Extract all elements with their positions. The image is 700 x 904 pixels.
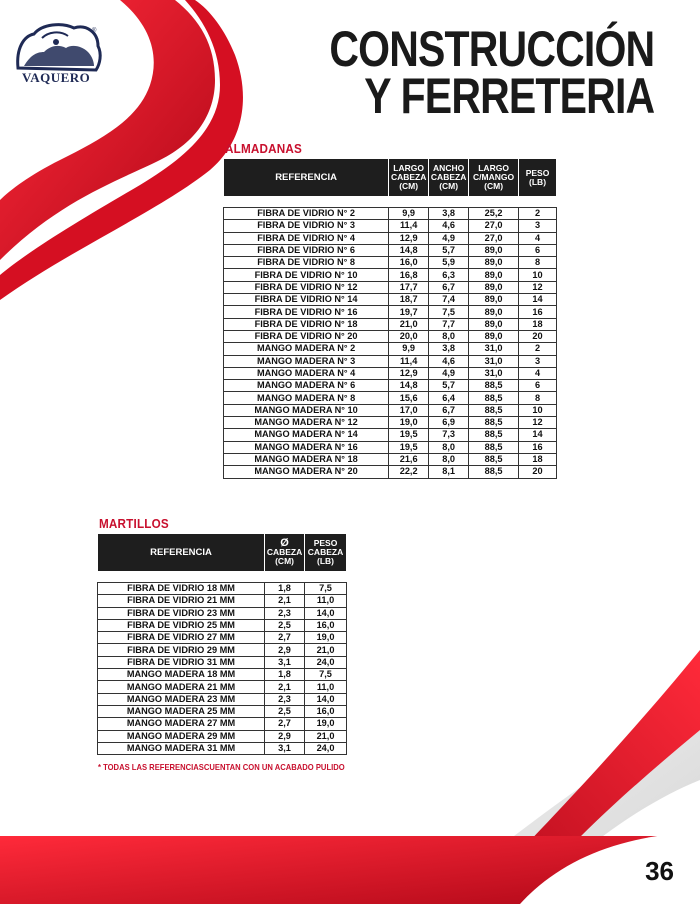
- header-referencia: REFERENCIA: [224, 159, 389, 197]
- referencia-cell: FIBRA DE VIDRIO 31 MM: [98, 656, 265, 668]
- referencia-cell: MANGO MADERA 29 MM: [98, 730, 265, 742]
- referencia-cell: MANGO MADERA 21 MM: [98, 681, 265, 693]
- value-cell: 89,0: [469, 281, 519, 293]
- value-cell: 3,1: [265, 742, 305, 754]
- table-row: [98, 607, 347, 619]
- value-cell: 2: [519, 208, 557, 220]
- value-cell: 88,5: [469, 380, 519, 392]
- value-cell: 5,7: [429, 244, 469, 256]
- header-peso-cabeza: PESO CABEZA (LB): [305, 534, 347, 572]
- value-cell: 12,9: [389, 232, 429, 244]
- value-cell: 18: [519, 453, 557, 465]
- table-row: [98, 583, 347, 595]
- referencia-cell: FIBRA DE VIDRIO N° 8: [224, 257, 389, 269]
- table-row: [224, 294, 557, 306]
- table-row: [224, 343, 557, 355]
- value-cell: 18: [519, 318, 557, 330]
- value-cell: 2,9: [265, 730, 305, 742]
- martillos-title: MARTILLOS: [99, 516, 169, 531]
- table-row: [224, 244, 557, 256]
- value-cell: 7,4: [429, 294, 469, 306]
- value-cell: 4: [519, 367, 557, 379]
- value-cell: 3,8: [429, 343, 469, 355]
- value-cell: 18,7: [389, 294, 429, 306]
- referencia-cell: FIBRA DE VIDRIO N° 18: [224, 318, 389, 330]
- almadanas-title: ALMADANAS: [225, 141, 303, 156]
- table-row: [98, 619, 347, 631]
- value-cell: 16,0: [305, 619, 347, 631]
- value-cell: 27,0: [469, 232, 519, 244]
- value-cell: 7,7: [429, 318, 469, 330]
- value-cell: 19,0: [305, 632, 347, 644]
- referencia-cell: FIBRA DE VIDRIO N° 10: [224, 269, 389, 281]
- diameter-icon: Ø: [280, 537, 289, 549]
- value-cell: 6: [519, 380, 557, 392]
- almadanas-header-row: [224, 159, 557, 197]
- value-cell: 16,0: [305, 705, 347, 717]
- table-row: [98, 705, 347, 717]
- header-referencia: REFERENCIA: [98, 534, 265, 572]
- table-row: [224, 417, 557, 429]
- table-row: [224, 392, 557, 404]
- referencia-cell: MANGO MADERA 18 MM: [98, 669, 265, 681]
- value-cell: 89,0: [469, 306, 519, 318]
- referencia-cell: FIBRA DE VIDRIO N° 3: [224, 220, 389, 232]
- value-cell: 8: [519, 257, 557, 269]
- value-cell: 88,5: [469, 392, 519, 404]
- value-cell: 88,5: [469, 404, 519, 416]
- value-cell: 8,0: [429, 330, 469, 342]
- table-row: [224, 208, 557, 220]
- value-cell: 17,0: [389, 404, 429, 416]
- table-row: [98, 693, 347, 705]
- table-row: [224, 355, 557, 367]
- value-cell: 15,6: [389, 392, 429, 404]
- table-row: [98, 656, 347, 668]
- value-cell: 19,5: [389, 441, 429, 453]
- value-cell: 2,5: [265, 619, 305, 631]
- value-cell: 19,7: [389, 306, 429, 318]
- table-row: [224, 318, 557, 330]
- value-cell: 16,0: [389, 257, 429, 269]
- table-row: [224, 257, 557, 269]
- value-cell: 88,5: [469, 453, 519, 465]
- value-cell: 89,0: [469, 294, 519, 306]
- value-cell: 89,0: [469, 269, 519, 281]
- value-cell: 9,9: [389, 343, 429, 355]
- value-cell: 19,0: [389, 417, 429, 429]
- referencia-cell: MANGO MADERA N° 18: [224, 453, 389, 465]
- table-row: [224, 281, 557, 293]
- value-cell: 21,0: [389, 318, 429, 330]
- table-row: [224, 404, 557, 416]
- header-peso: PESO (LB): [519, 159, 557, 197]
- value-cell: 10: [519, 269, 557, 281]
- value-cell: 89,0: [469, 318, 519, 330]
- value-cell: 6,7: [429, 281, 469, 293]
- value-cell: 24,0: [305, 656, 347, 668]
- value-cell: 88,5: [469, 417, 519, 429]
- value-cell: 6: [519, 244, 557, 256]
- value-cell: 11,0: [305, 595, 347, 607]
- referencia-cell: FIBRA DE VIDRIO 18 MM: [98, 583, 265, 595]
- table-row: [224, 330, 557, 342]
- value-cell: 3,1: [265, 656, 305, 668]
- header-largo-mango: LARGO C/MANGO (CM): [469, 159, 519, 197]
- value-cell: 24,0: [305, 742, 347, 754]
- table-row: [224, 441, 557, 453]
- value-cell: 14,8: [389, 244, 429, 256]
- value-cell: 11,0: [305, 681, 347, 693]
- value-cell: 16: [519, 306, 557, 318]
- referencia-cell: MANGO MADERA N° 14: [224, 429, 389, 441]
- martillos-table: [97, 533, 347, 755]
- value-cell: 20: [519, 330, 557, 342]
- table-row: [98, 632, 347, 644]
- page-number: 36: [645, 856, 674, 886]
- value-cell: 5,9: [429, 257, 469, 269]
- page-title: [258, 21, 654, 124]
- table-row: [224, 232, 557, 244]
- value-cell: 89,0: [469, 330, 519, 342]
- value-cell: 6,9: [429, 417, 469, 429]
- value-cell: 8,1: [429, 466, 469, 478]
- value-cell: 4,6: [429, 355, 469, 367]
- referencia-cell: FIBRA DE VIDRIO 29 MM: [98, 644, 265, 656]
- value-cell: 4,9: [429, 367, 469, 379]
- value-cell: 22,2: [389, 466, 429, 478]
- table-row: [224, 453, 557, 465]
- value-cell: 3,8: [429, 208, 469, 220]
- value-cell: 31,0: [469, 355, 519, 367]
- referencia-cell: MANGO MADERA 23 MM: [98, 693, 265, 705]
- value-cell: 88,5: [469, 429, 519, 441]
- value-cell: 8: [519, 392, 557, 404]
- title-line-1: CONSTRUCCIÓN: [329, 21, 654, 77]
- referencia-cell: FIBRA DE VIDRIO N° 6: [224, 244, 389, 256]
- referencia-cell: MANGO MADERA N° 3: [224, 355, 389, 367]
- value-cell: 7,5: [429, 306, 469, 318]
- referencia-cell: FIBRA DE VIDRIO N° 12: [224, 281, 389, 293]
- header-ancho-cabeza: ANCHO CABEZA (CM): [429, 159, 469, 197]
- referencia-cell: MANGO MADERA 31 MM: [98, 742, 265, 754]
- table-row: [224, 269, 557, 281]
- table-row: [224, 220, 557, 232]
- table-row: [98, 669, 347, 681]
- value-cell: 12: [519, 281, 557, 293]
- referencia-cell: FIBRA DE VIDRIO N° 16: [224, 306, 389, 318]
- referencia-cell: MANGO MADERA N° 20: [224, 466, 389, 478]
- value-cell: 8,0: [429, 441, 469, 453]
- value-cell: 3: [519, 355, 557, 367]
- value-cell: 19,5: [389, 429, 429, 441]
- value-cell: 4,6: [429, 220, 469, 232]
- title-line-2: Y FERRETERIA: [363, 68, 654, 124]
- value-cell: 21,6: [389, 453, 429, 465]
- referencia-cell: FIBRA DE VIDRIO 23 MM: [98, 607, 265, 619]
- almadanas-table: [223, 158, 557, 479]
- value-cell: 5,7: [429, 380, 469, 392]
- referencia-cell: FIBRA DE VIDRIO N° 4: [224, 232, 389, 244]
- value-cell: 10: [519, 404, 557, 416]
- table-row: [224, 380, 557, 392]
- table-row: [98, 730, 347, 742]
- value-cell: 6,3: [429, 269, 469, 281]
- value-cell: 14: [519, 294, 557, 306]
- value-cell: 6,7: [429, 404, 469, 416]
- value-cell: 2,3: [265, 607, 305, 619]
- referencia-cell: MANGO MADERA N° 6: [224, 380, 389, 392]
- referencia-cell: MANGO MADERA N° 16: [224, 441, 389, 453]
- referencia-cell: FIBRA DE VIDRIO N° 2: [224, 208, 389, 220]
- value-cell: 88,5: [469, 441, 519, 453]
- table-row: [224, 466, 557, 478]
- value-cell: 31,0: [469, 343, 519, 355]
- referencia-cell: MANGO MADERA N° 2: [224, 343, 389, 355]
- footnote: * TODAS LAS REFERENCIASCUENTAN CON UN ACABADO PULIDO: [98, 762, 345, 772]
- value-cell: 7,3: [429, 429, 469, 441]
- table-row: [98, 644, 347, 656]
- value-cell: 19,0: [305, 718, 347, 730]
- value-cell: 1,8: [265, 669, 305, 681]
- value-cell: 14: [519, 429, 557, 441]
- table-row: [98, 681, 347, 693]
- header-diametro-cabeza: Ø CABEZA (CM): [265, 534, 305, 572]
- value-cell: 4,9: [429, 232, 469, 244]
- table-row: [98, 718, 347, 730]
- value-cell: 14,0: [305, 607, 347, 619]
- referencia-cell: MANGO MADERA N° 4: [224, 367, 389, 379]
- value-cell: 2,7: [265, 718, 305, 730]
- table-row: [98, 742, 347, 754]
- referencia-cell: FIBRA DE VIDRIO 21 MM: [98, 595, 265, 607]
- value-cell: 2,7: [265, 632, 305, 644]
- value-cell: 3: [519, 220, 557, 232]
- value-cell: 21,0: [305, 644, 347, 656]
- referencia-cell: MANGO MADERA N° 10: [224, 404, 389, 416]
- header-largo-cabeza: LARGO CABEZA (CM): [389, 159, 429, 197]
- value-cell: 14,0: [305, 693, 347, 705]
- table-row: [98, 595, 347, 607]
- value-cell: 1,8: [265, 583, 305, 595]
- value-cell: 2,9: [265, 644, 305, 656]
- referencia-cell: MANGO MADERA 25 MM: [98, 705, 265, 717]
- value-cell: 2,1: [265, 595, 305, 607]
- value-cell: 89,0: [469, 244, 519, 256]
- referencia-cell: FIBRA DE VIDRIO N° 14: [224, 294, 389, 306]
- martillos-header-row: [98, 534, 347, 572]
- value-cell: 2,5: [265, 705, 305, 717]
- value-cell: 2: [519, 343, 557, 355]
- value-cell: 14,8: [389, 380, 429, 392]
- value-cell: 9,9: [389, 208, 429, 220]
- value-cell: 31,0: [469, 367, 519, 379]
- brand-name: VAQUERO: [22, 70, 91, 85]
- value-cell: 25,2: [469, 208, 519, 220]
- value-cell: 16: [519, 441, 557, 453]
- value-cell: 21,0: [305, 730, 347, 742]
- value-cell: 11,4: [389, 220, 429, 232]
- value-cell: 12,9: [389, 367, 429, 379]
- value-cell: 88,5: [469, 466, 519, 478]
- value-cell: 7,5: [305, 583, 347, 595]
- value-cell: 89,0: [469, 257, 519, 269]
- table-row: [224, 367, 557, 379]
- referencia-cell: FIBRA DE VIDRIO 25 MM: [98, 619, 265, 631]
- table-row: [224, 429, 557, 441]
- referencia-cell: FIBRA DE VIDRIO N° 20: [224, 330, 389, 342]
- value-cell: 7,5: [305, 669, 347, 681]
- value-cell: 27,0: [469, 220, 519, 232]
- value-cell: 6,4: [429, 392, 469, 404]
- value-cell: 8,0: [429, 453, 469, 465]
- referencia-cell: MANGO MADERA N° 12: [224, 417, 389, 429]
- value-cell: 20,0: [389, 330, 429, 342]
- value-cell: 12: [519, 417, 557, 429]
- referencia-cell: MANGO MADERA 27 MM: [98, 718, 265, 730]
- value-cell: 11,4: [389, 355, 429, 367]
- table-row: [224, 306, 557, 318]
- svg-text:®: ®: [92, 28, 97, 34]
- value-cell: 20: [519, 466, 557, 478]
- referencia-cell: MANGO MADERA N° 8: [224, 392, 389, 404]
- value-cell: 16,8: [389, 269, 429, 281]
- value-cell: 17,7: [389, 281, 429, 293]
- value-cell: 2,1: [265, 681, 305, 693]
- value-cell: 2,3: [265, 693, 305, 705]
- referencia-cell: FIBRA DE VIDRIO 27 MM: [98, 632, 265, 644]
- value-cell: 4: [519, 232, 557, 244]
